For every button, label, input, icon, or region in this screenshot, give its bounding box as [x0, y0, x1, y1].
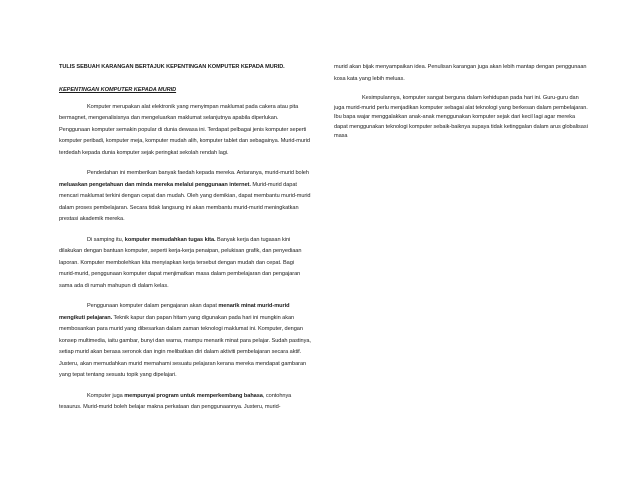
right-column	[334, 62, 589, 151]
paragraph-language-key-point: mempunyai program untuk memperkembang bahasa	[124, 392, 263, 399]
paragraph-internet-key-point: meluaskan pengetahuan dan minda mereka melalui penggunaan internet.	[59, 181, 251, 188]
paragraph-interest-text-a: Penggunaan komputer dalam pengajaran akan dapat	[87, 303, 219, 309]
paragraph-continuation-text: murid akan bijak menyampaikan idea. Penulisan karangan juga akan lebih mantap dengan penggunaan kosa kata yang lebih meluas.	[334, 64, 587, 82]
paragraph-internet-text-b: Murid-murid dapat mencari maklumat terkini dengan cepat dan mudah. Oleh yang demikian, dapat membantu murid-murid dalam proses pembelajaran. Secara tidak langsung ini akan membantu murid-murid meningkatkan prestasi akademik mereka.	[59, 181, 311, 222]
paragraph-conclusion	[334, 94, 589, 142]
paragraph-language-text-b: , contohnya tesaurus. Murid-murid boleh belajar makna perkataan dan penggunaannya. Justeru, murid-	[59, 392, 292, 410]
paragraph-intro-text: Komputer merupakan alat elektronik yang menyimpan maklumat pada cakera atau pita bermagnet, mengenalisisnya dan mengeluarkan maklumat selanjutnya apabila diperlukan. Penggunaan komputer semakin popular di dunia dewasa ini. Terdapat pelbagai jenis komputer seperti komputer peribadi, komputer meja, komputer mudah alih, komputer tablet dan sebagainya. Murid-murid terdedah kepada dunia komputer sejak peringkat sekolah rendah lagi.	[59, 103, 310, 156]
essay-heading: KEPENTINGAN KOMPUTER KEPADA MURID	[59, 87, 177, 93]
paragraph-language-text-a: Komputer juga	[87, 392, 125, 399]
document-title: TULIS SEBUAH KARANGAN BERTAJUK KEPENTINGAN KOMPUTER KEPADA MURID.	[59, 64, 285, 70]
paragraph-interest-key-point: menarik minat murid-murid mengikuti pelajaran.	[59, 303, 290, 321]
left-column	[59, 62, 311, 423]
paragraph-continuation	[334, 62, 589, 85]
paragraph-language	[59, 391, 311, 414]
paragraph-internet	[59, 168, 311, 226]
paragraph-tasks	[59, 235, 311, 293]
paragraph-interest-text-b: Teknik kapur dan papan hitam yang digunakan pada hari ini mungkin akan membosankan para murid yang dibesarkan dalam zaman teknologi maklumat ini. Komputer, dengan konsep multimedia, iaitu gambar, bunyi dan warna, mampu menarik minat para pelajar. Sudah pastinya, setiap murid akan berasa seronok dan ingin melibatkan diri dalam aktiviti pembelajaran secara aktif. Justeru, akan memudahkan murid memahami sesuatu pelajaran kerana mereka mendapat gambaran yang tepat tentang sesuatu topik yang dipelajari.	[59, 314, 311, 378]
paragraph-interest	[59, 301, 311, 382]
paragraph-tasks-text-b: Banyak kerja dan tugasan kini dilakukan dengan bantuan komputer, seperti kerja-kerja penaipan, pelukisan grafik, dan penyediaan laporan. Komputer membolehkan kita menyiapkan kerja tersebut dengan mudah dan cepat. Bagi murid-murid, penggunaan komputer dapat menjimatkan masa dalam pembelajaran dan pengajaran sama ada di rumah mahupun di dalam kelas.	[59, 236, 302, 289]
paragraph-internet-text-a: Pendedahan ini memberikan banyak faedah kepada mereka. Antaranya, murid-murid boleh	[87, 170, 309, 176]
paragraph-intro	[59, 102, 311, 160]
paragraph-tasks-text-a: Di samping itu,	[87, 236, 125, 243]
paragraph-conclusion-text: Kesimpulannya, komputer sangat berguna dalam kehidupan pada hari ini. Guru-guru dan juga murid-murid perlu menjadikan komputer sebagai alat teknologi yang berkesan dalam pembelajaran. Ibu bapa wajar menggalakkan anak-anak menggunakan komputer sejak dari kecil lagi agar mereka dapat menggunakan teknologi komputer sebaik-baiknya supaya tidak ketinggalan dalam arus globalisasi masa	[334, 95, 588, 139]
paragraph-tasks-key-point: komputer memudahkan tugas kita.	[124, 236, 216, 243]
